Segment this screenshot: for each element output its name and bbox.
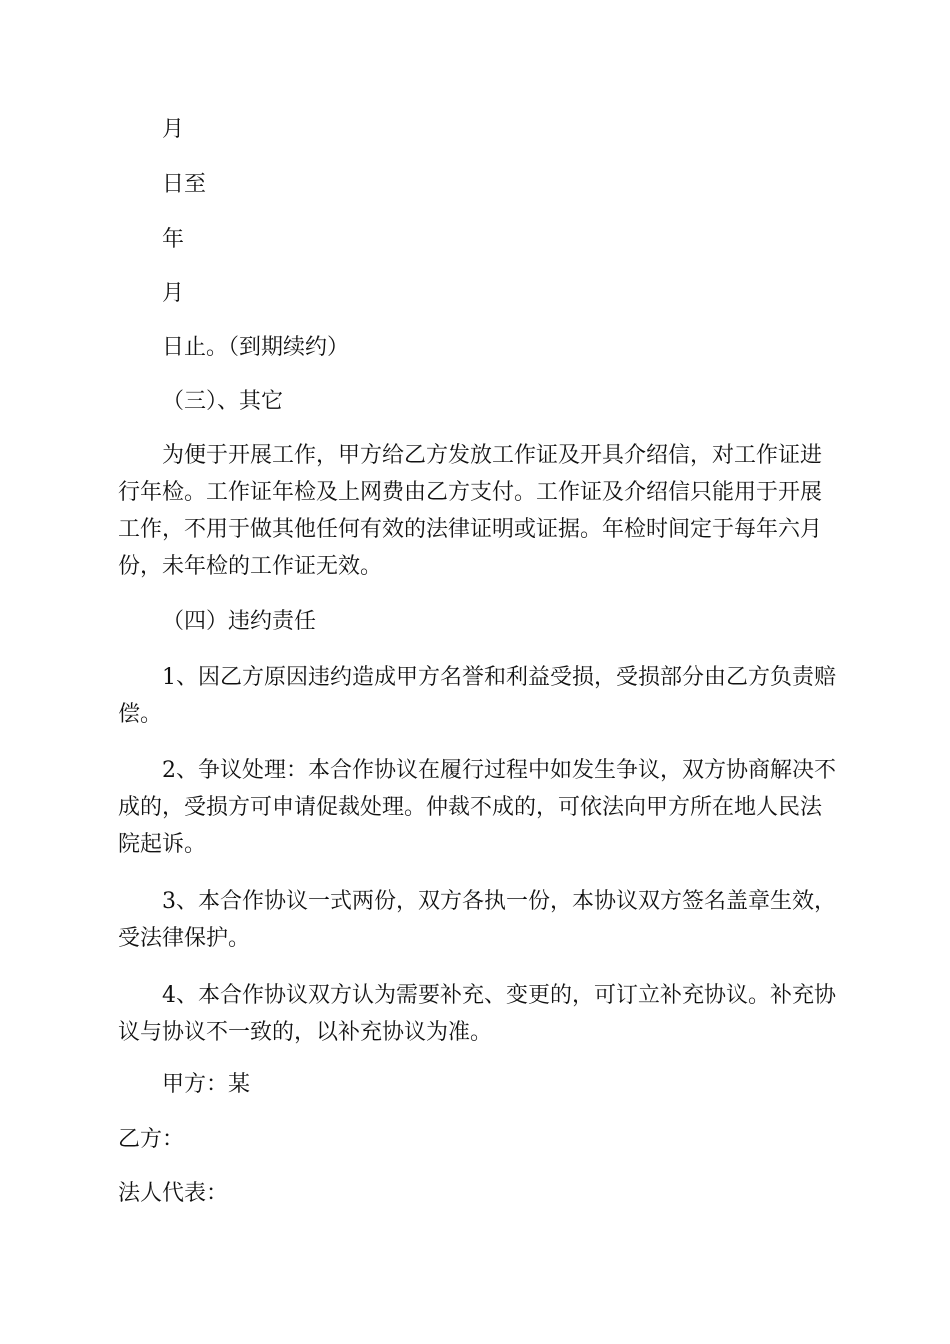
- party-a-signature-line: 甲方：某: [162, 1072, 251, 1097]
- line-month-2: 月: [162, 281, 185, 306]
- paragraph-clause-3: [118, 883, 836, 957]
- line-month-1: 月: [162, 117, 185, 142]
- section-four-heading: （四）违约责任: [162, 609, 317, 634]
- paragraph-clause-4-text: 4、本合作协议双方认为需要补充、变更的，可订立补充协议。补充协议与协议不一致的，以补充协议为准。: [118, 983, 836, 1045]
- paragraph-clause-1-text: 1、因乙方原因违约造成甲方名誉和利益受损，受损部分由乙方负责赔偿。: [118, 665, 836, 727]
- section-three-heading: （三）、其它: [162, 389, 284, 414]
- paragraph-clause-3-text: 3、本合作协议一式两份，双方各执一份，本协议双方签名盖章生效，受法律保护。: [118, 889, 836, 951]
- line-day-end: 日止。（到期续约）: [162, 335, 350, 360]
- paragraph-clause-1: [118, 659, 836, 733]
- party-b-signature-line: 乙方：: [118, 1127, 185, 1152]
- legal-representative-line: 法人代表：: [118, 1181, 229, 1206]
- paragraph-clause-4: [118, 977, 836, 1051]
- paragraph-clause-2: [118, 752, 836, 863]
- paragraph-work-permit: [118, 437, 836, 585]
- paragraph-work-permit-text: 为便于开展工作，甲方给乙方发放工作证及开具介绍信，对工作证进行年检。工作证年检及上网费由乙方支付。工作证及介绍信只能用于开展工作，不用于做其他任何有效的法律证明或证据。年检时间定于每年六月份，未年检的工作证无效。: [118, 443, 823, 579]
- paragraph-clause-2-text: 2、争议处理：本合作协议在履行过程中如发生争议，双方协商解决不成的，受损方可申请促裁处理。仲裁不成的，可依法向甲方所在地人民法院起诉。: [118, 758, 836, 857]
- line-day-to: 日至: [162, 172, 207, 197]
- line-year: 年: [162, 227, 185, 252]
